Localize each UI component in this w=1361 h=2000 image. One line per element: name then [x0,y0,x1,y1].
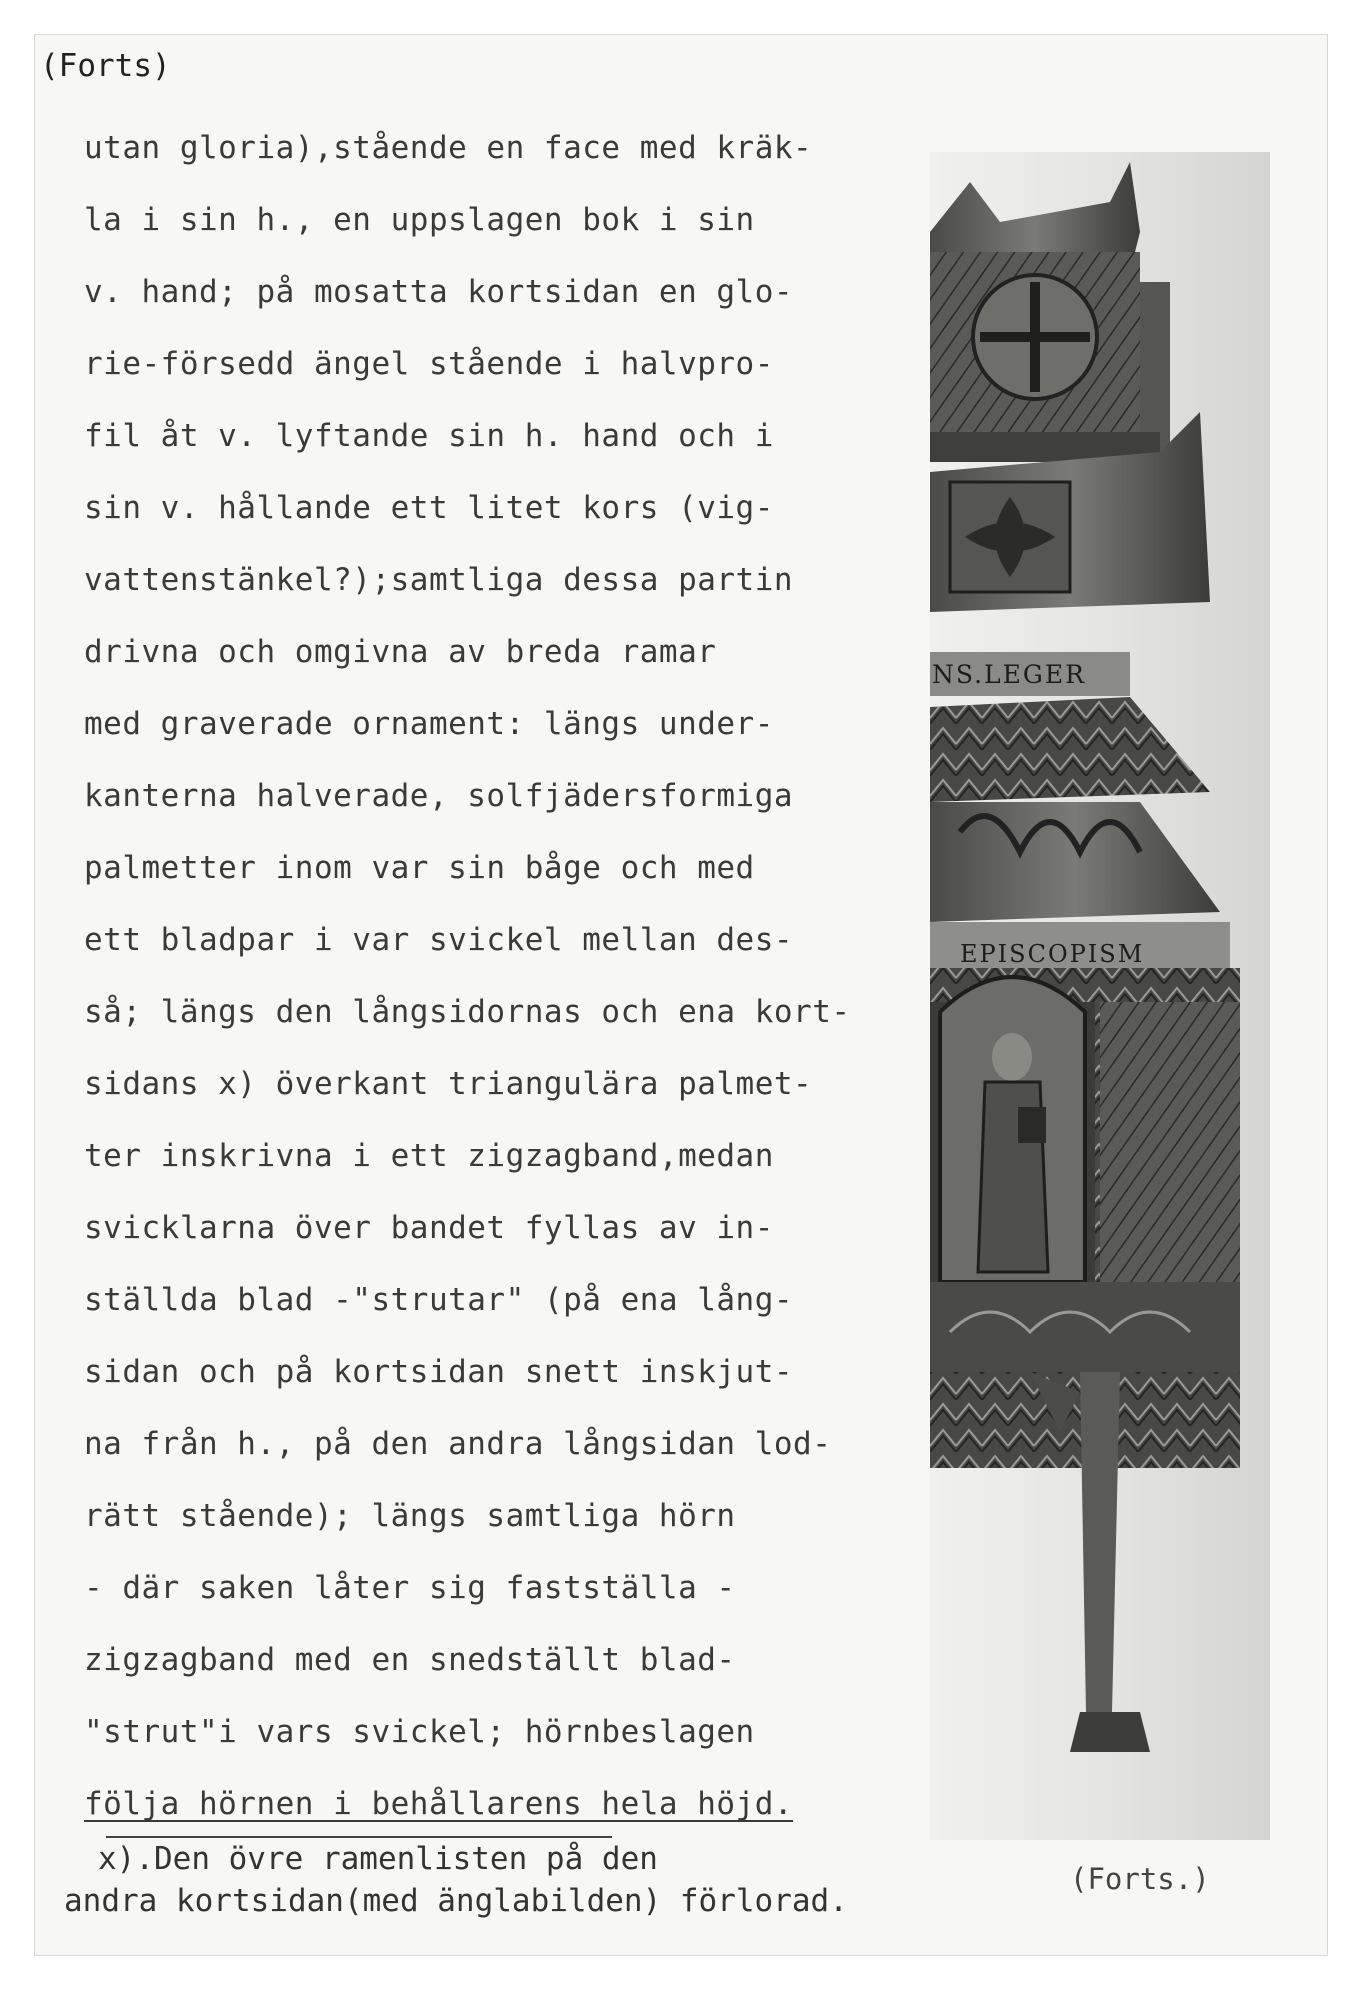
reliquary-image [930,152,1270,1840]
text-line: med graverade ornament: längs under- [84,706,774,742]
main-text-block [84,112,924,1840]
text-line: rie-försedd ängel stående i halvpro- [84,346,774,382]
continuation-mark-bottom: (Forts.) [1070,1862,1210,1896]
text-line: ter inskrivna i ett zigzagband,medan [84,1138,774,1174]
text-line: så; längs den långsidornas och ena kort- [84,994,851,1030]
text-line: la i sin h., en uppslagen bok i sin [84,202,755,238]
text-line: följa hörnen i behållarens hela höjd. [84,1786,794,1822]
continuation-mark-top: (Forts) [40,48,171,84]
text-line: sidan och på kortsidan snett inskjut- [84,1354,794,1390]
text-line: sin v. hållande ett litet kors (vig- [84,490,774,526]
reliquary-foot [1070,1712,1150,1752]
footnote-line: andra kortsidan(med änglabilden) förlorad. [64,1883,848,1919]
side-panel [1100,1002,1240,1282]
text-line: sidans x) överkant triangulära palmet- [84,1066,813,1102]
footnote-line: x).Den övre ramenlisten på den [98,1841,658,1877]
text-line: ställda blad -"strutar" (på ena lång- [84,1282,794,1318]
photo-inscription-upper: NS.LEGER [932,660,1086,689]
text-line: palmetter inom var sin båge och med [84,850,755,886]
text-line: kanterna halverade, solfjädersformiga [84,778,794,814]
text-line: fil åt v. lyftande sin h. hand och i [84,418,774,454]
text-line: drivna och omgivna av breda ramar [84,634,717,670]
base-band [930,1282,1240,1372]
photo-inscription-lower: EPISCOPISM [960,940,1145,968]
text-line: utan gloria),stående en face med kräk- [84,130,813,166]
text-line: vattenstänkel?);samtliga dessa partin [84,562,794,598]
text-line: v. hand; på mosatta kortsidan en glo- [84,274,794,310]
text-line: na från h., på den andra långsidan lod- [84,1426,832,1462]
text-line: zigzagband med en snedställt blad- [84,1642,736,1678]
text-line: svicklarna över bandet fyllas av in- [84,1210,774,1246]
text-line: ett bladpar i var svickel mellan des- [84,922,794,958]
zigzag-roof-tier [930,697,1210,802]
reliquary-leg [1080,1372,1120,1752]
footnote-block [64,1838,1024,1922]
reliquary-photograph [930,152,1270,1840]
text-line: "strut"i vars svickel; hörnbeslagen [84,1714,755,1750]
text-line: - där saken låter sig fastställa - [84,1570,736,1606]
text-line: rätt stående); längs samtliga hörn [84,1498,736,1534]
figure-head [992,1033,1032,1081]
figure-book [1018,1107,1046,1143]
